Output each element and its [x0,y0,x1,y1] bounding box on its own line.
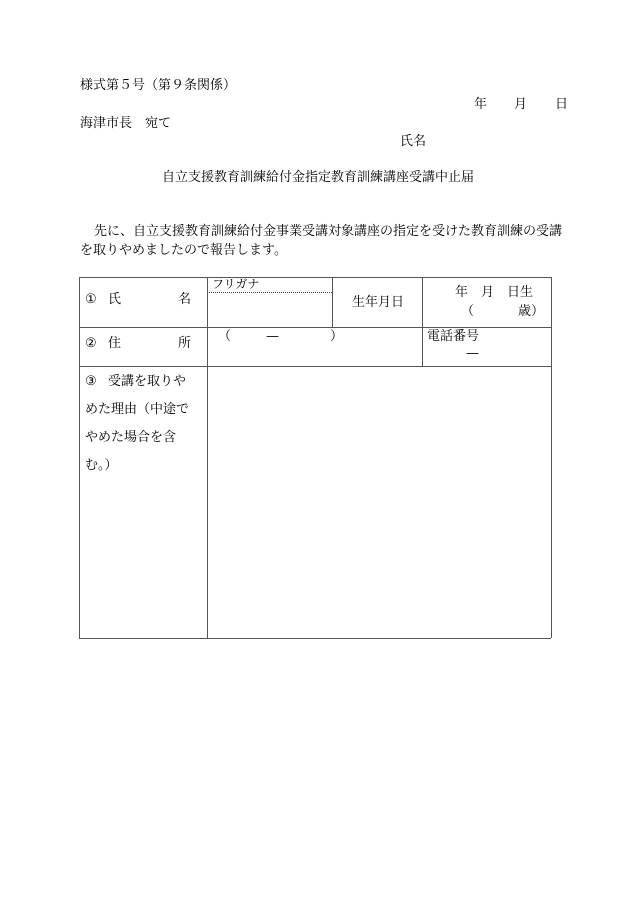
birth-ymd: 年 月 日生 [455,285,534,300]
address-dash: — [266,329,279,344]
birthdate-label: 生年月日 [352,295,405,310]
date-year: 年 [474,97,488,112]
row1-number: ① [85,292,97,307]
date-month: 月 [514,97,528,112]
table-row-divider-2 [79,366,551,367]
addressee: 海津市長 宛て [80,116,172,131]
applicant-name-label: 氏名 [400,134,427,149]
row3-number: ③ [85,374,97,389]
reason-label-line-3: やめた場合を含 [85,430,177,445]
body-text-line-2: を取りやめましたので報告します。 [80,243,287,258]
row1-label-b: 名 [178,292,192,307]
furigana-label: フリガナ [212,277,260,291]
row2-label-b: 所 [178,336,192,351]
reason-label-line-1: 受講を取りや [108,374,187,389]
reason-label-line-4: む。） [85,458,118,473]
address-paren-open: （ [218,329,232,344]
table-border-left [79,277,80,638]
row1-label-a: 氏 [108,292,122,307]
table-label-divider [207,277,208,638]
body-text-line-1: 先に、自立支援教育訓練給付金事業受講対象講座の指定を受けた教育訓練の受講 [94,224,563,239]
age-close: 歳） [518,304,545,319]
table-border-top [79,277,551,278]
form-number: 様式第５号（第９条関係） [80,78,237,93]
age-open: （ [461,304,475,319]
table-border-right [551,277,552,638]
table-row-divider-1 [79,327,551,328]
address-paren-close: ） [330,329,344,344]
phone-dash: — [466,346,479,361]
form-title: 自立支援教育訓練給付金指定教育訓練講座受講中止届 [162,170,475,185]
table-border-bottom [79,638,551,639]
table-birth-divider [422,277,423,366]
reason-label-line-2: めた理由（中途で [85,402,190,417]
furigana-separator [207,292,332,293]
row2-number: ② [85,336,97,351]
row2-label-a: 住 [108,336,122,351]
phone-label: 電話番号 [427,329,480,344]
table-name-divider [332,277,333,327]
date-day: 日 [555,97,569,112]
